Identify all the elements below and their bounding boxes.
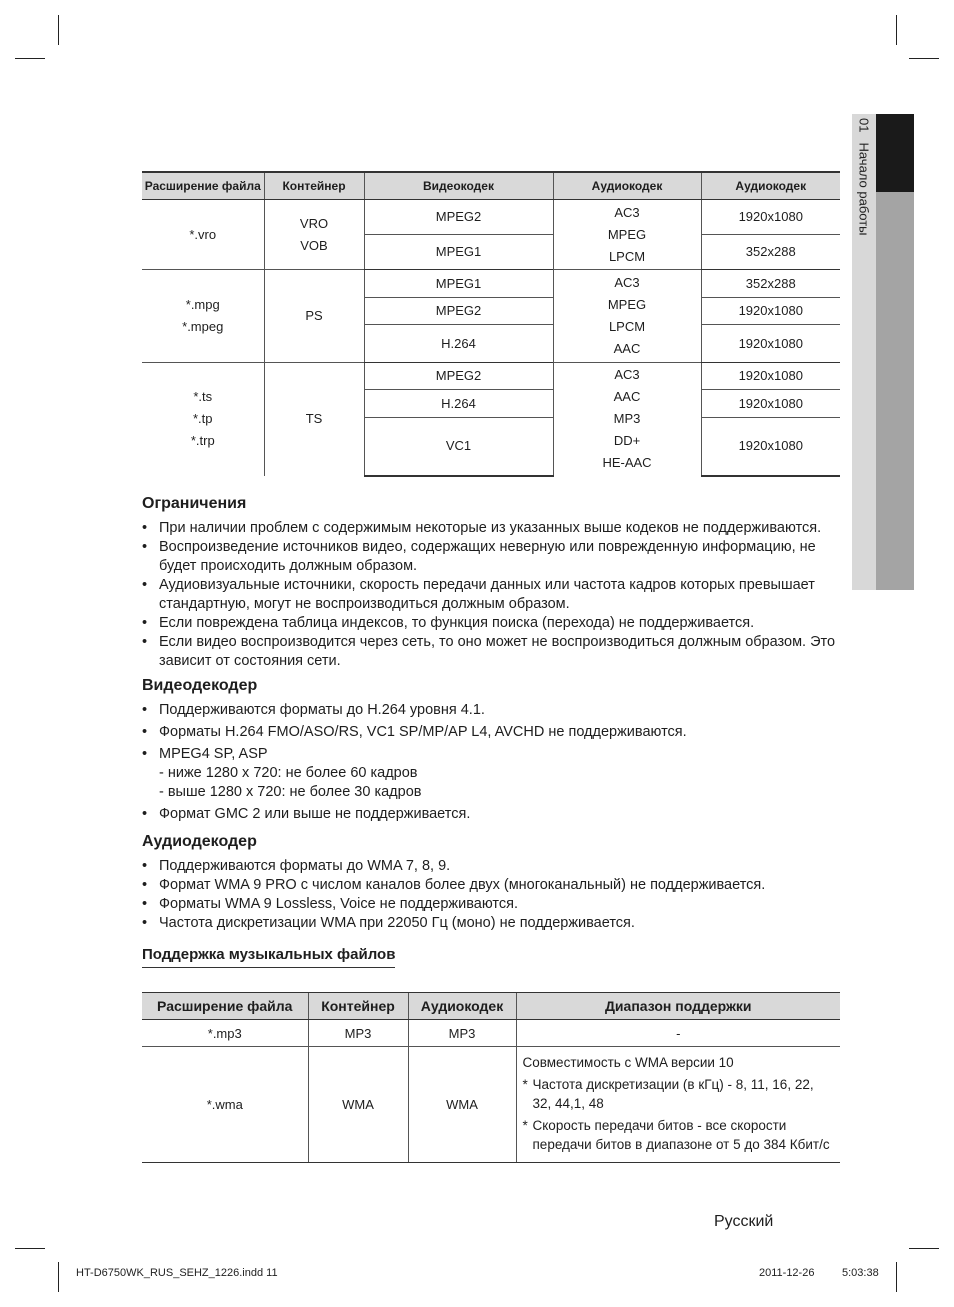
list-item: • Поддерживаются форматы до H.264 уровня 4.1.: [142, 701, 842, 720]
table-row: [142, 363, 840, 390]
side-tab-text: [857, 118, 872, 236]
cell-video-codec: VC1: [364, 418, 553, 476]
cell-container: WMA: [308, 1047, 408, 1163]
cell-resolution: 352x288: [701, 235, 840, 270]
cell-video-codec: MPEG2: [364, 200, 553, 235]
cell-container: VRO VOB: [264, 200, 364, 270]
cell-video-codec: H.264: [364, 325, 553, 363]
crop-mark: [58, 1262, 59, 1292]
cell-resolution: 1920x1080: [701, 390, 840, 418]
table-row: [142, 1020, 840, 1047]
crop-mark: [896, 1262, 897, 1292]
section-title: Аудиодекодер: [142, 833, 257, 850]
cell-resolution: 1920x1080: [701, 298, 840, 325]
cell-resolution: 1920x1080: [701, 325, 840, 363]
col-header-resolution: Аудиокодек: [701, 172, 840, 200]
section-title: Видеодекодер: [142, 677, 258, 694]
cell-video-codec: MPEG1: [364, 270, 553, 298]
cell-resolution: 1920x1080: [701, 363, 840, 390]
crop-mark: [15, 1248, 45, 1249]
list-item: • При наличии проблем с содержимым некоторые из указанных выше кодеков не поддерживаются.: [142, 519, 842, 538]
cell-audio-codec: AC3 AAC MP3 DD+ HE-AAC: [553, 363, 701, 476]
list-item: • MPEG4 SP, ASP - ниже 1280 x 720: не более 60 кадров - выше 1280 x 720: не более 30 кадров: [142, 745, 842, 802]
limitations-section: [142, 495, 842, 671]
crop-mark: [58, 15, 59, 45]
list-item: • Формат WMA 9 PRO с числом каналов более двух (многоканальный) не поддерживается.: [142, 876, 842, 895]
cell-audio-codec: AC3 MPEG LPCM AAC: [553, 270, 701, 363]
side-tab-marker: [876, 114, 914, 192]
crop-mark: [15, 58, 45, 59]
cell-audio-codec: AC3 MPEG LPCM: [553, 200, 701, 270]
table-row: [142, 200, 840, 235]
cell-extension: *.vro: [142, 200, 264, 270]
cell-extension: *.wma: [142, 1047, 308, 1163]
crop-mark: [909, 1248, 939, 1249]
cell-video-codec: H.264: [364, 390, 553, 418]
col-header-container: Контейнер: [308, 993, 408, 1020]
list-item: • Частота дискретизации WMA при 22050 Гц (моно) не поддерживается.: [142, 914, 842, 933]
cell-codec: WMA: [408, 1047, 516, 1163]
video-decoder-section: [142, 677, 842, 824]
cell-extension: *.ts *.tp *.trp: [142, 363, 264, 476]
cell-extension: *.mpg *.mpeg: [142, 270, 264, 363]
col-header-video-codec: Видеокодек: [364, 172, 553, 200]
footer-time: 5:03:38: [842, 1267, 879, 1279]
cell-resolution: 1920x1080: [701, 200, 840, 235]
cell-video-codec: MPEG1: [364, 235, 553, 270]
col-header-extension: Расширение файла: [142, 993, 308, 1020]
table-row: [142, 270, 840, 298]
list-item: • Форматы WMA 9 Lossless, Voice не поддерживаются.: [142, 895, 842, 914]
section-title: Ограничения: [142, 495, 247, 512]
cell-range: Совместимость с WMA версии 10 * Частота дискретизации (в кГц) - 8, 11, 16, 22, 32, 44,1, 48 * Скорость передачи битов - все скорости передачи битов в диапазоне от 5 до 384 Кбит/с: [516, 1047, 840, 1163]
cell-container: MP3: [308, 1020, 408, 1047]
footer-file: HT-D6750WK_RUS_SEHZ_1226.indd 11: [76, 1267, 278, 1279]
col-header-support-range: Диапазон поддержки: [516, 993, 840, 1020]
cell-resolution: 1920x1080: [701, 418, 840, 476]
list-item: • Если повреждена таблица индексов, то функция поиска (перехода) не поддерживается.: [142, 614, 842, 633]
cell-container: PS: [264, 270, 364, 363]
footer-date: 2011-12-26: [759, 1267, 815, 1279]
cell-extension: *.mp3: [142, 1020, 308, 1047]
audio-decoder-section: [142, 833, 842, 933]
crop-mark: [909, 58, 939, 59]
chapter-title: Начало работы: [856, 142, 872, 236]
list-item: • Аудиовизуальные источники, скорость передачи данных или частота кадров которых превышает стандартную, могут не воспроизводиться должным образом.: [142, 576, 842, 614]
video-formats-table: [142, 171, 840, 477]
crop-mark: [896, 15, 897, 45]
language-label: Русский: [714, 1213, 774, 1230]
chapter-number: 01: [856, 118, 872, 133]
col-header-audio-codec: Аудиокодек: [553, 172, 701, 200]
list-item: • Воспроизведение источников видео, содержащих неверную или поврежденную информацию, не будет происходить должным образом.: [142, 538, 842, 576]
list-item: • Если видео воспроизводится через сеть, то оно может не воспроизводиться должным образом. Это зависит от состояния сети.: [142, 633, 842, 671]
cell-resolution: 352x288: [701, 270, 840, 298]
col-header-audio-codec: Аудиокодек: [408, 993, 516, 1020]
list-item: • Форматы H.264 FMO/ASO/RS, VC1 SP/MP/AP L4, AVCHD не поддерживаются.: [142, 723, 842, 742]
list-item: • Формат GMC 2 или выше не поддерживается.: [142, 805, 842, 824]
list-item: • Поддерживаются форматы до WMA 7, 8, 9.: [142, 857, 842, 876]
cell-video-codec: MPEG2: [364, 298, 553, 325]
col-header-extension: Расширение файла: [142, 172, 264, 200]
cell-container: TS: [264, 363, 364, 476]
table-row: [142, 1047, 840, 1163]
cell-codec: MP3: [408, 1020, 516, 1047]
cell-range: -: [516, 1020, 840, 1047]
music-section-title: Поддержка музыкальных файлов: [142, 946, 395, 968]
cell-video-codec: MPEG2: [364, 363, 553, 390]
music-formats-table: [142, 992, 840, 1163]
col-header-container: Контейнер: [264, 172, 364, 200]
